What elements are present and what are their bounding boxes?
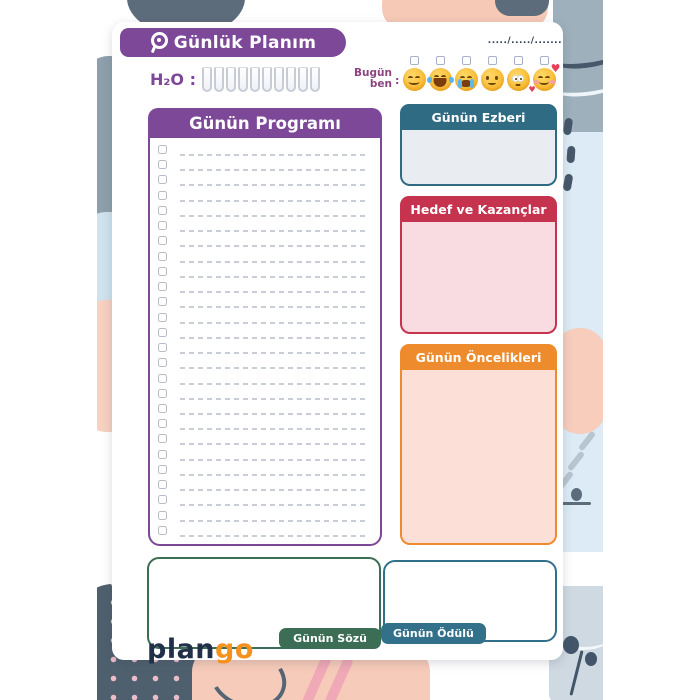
daily-program-list bbox=[148, 138, 382, 546]
slight-smile-face-emoji[interactable] bbox=[481, 68, 504, 91]
priorities-title: Günün Öncelikleri bbox=[400, 344, 557, 370]
program-task-line[interactable] bbox=[180, 215, 368, 217]
smiling-hearts-face-emoji[interactable] bbox=[528, 62, 561, 94]
program-row bbox=[156, 175, 374, 187]
program-task-line[interactable] bbox=[180, 383, 368, 385]
program-checkbox[interactable] bbox=[158, 526, 167, 535]
program-row bbox=[156, 343, 374, 355]
flushed-face-emoji[interactable] bbox=[507, 68, 530, 91]
bg-plant bbox=[563, 636, 579, 654]
plango-logo bbox=[147, 634, 254, 665]
program-checkbox[interactable] bbox=[158, 343, 167, 352]
program-row bbox=[156, 236, 374, 248]
program-row bbox=[156, 328, 374, 340]
program-row bbox=[156, 160, 374, 172]
program-task-line[interactable] bbox=[180, 352, 368, 354]
program-checkbox[interactable] bbox=[158, 511, 167, 520]
bg-blob-top-dark bbox=[495, 0, 549, 16]
water-glass-icon[interactable] bbox=[214, 67, 224, 92]
program-row bbox=[156, 389, 374, 401]
program-task-line[interactable] bbox=[180, 459, 368, 461]
program-task-line[interactable] bbox=[180, 245, 368, 247]
smiling-face-emoji[interactable] bbox=[403, 68, 426, 91]
program-checkbox[interactable] bbox=[158, 465, 167, 474]
program-row bbox=[156, 434, 374, 446]
program-checkbox[interactable] bbox=[158, 450, 167, 459]
program-task-line[interactable] bbox=[180, 428, 368, 430]
planner-page bbox=[112, 22, 563, 665]
program-checkbox[interactable] bbox=[158, 160, 167, 169]
program-row bbox=[156, 313, 374, 325]
water-glass-icon[interactable] bbox=[286, 67, 296, 92]
mood-checkbox[interactable] bbox=[540, 56, 549, 65]
program-task-line[interactable] bbox=[180, 489, 368, 491]
program-task-line[interactable] bbox=[180, 184, 368, 186]
program-row bbox=[156, 495, 374, 507]
program-row bbox=[156, 252, 374, 264]
program-row bbox=[156, 267, 374, 279]
water-tracker bbox=[150, 64, 320, 94]
program-row bbox=[156, 450, 374, 462]
mood-tracker bbox=[402, 56, 561, 94]
water-glass-icon[interactable] bbox=[274, 67, 284, 92]
mood-option bbox=[506, 56, 530, 91]
reward-label: Günün Ödülü bbox=[381, 623, 486, 644]
program-checkbox[interactable] bbox=[158, 358, 167, 367]
program-checkbox[interactable] bbox=[158, 313, 167, 322]
program-row bbox=[156, 526, 374, 538]
program-checkbox[interactable] bbox=[158, 328, 167, 337]
daily-program-section bbox=[148, 108, 382, 546]
mood-checkbox[interactable] bbox=[410, 56, 419, 65]
program-row bbox=[156, 404, 374, 416]
program-checkbox[interactable] bbox=[158, 404, 167, 413]
program-checkbox[interactable] bbox=[158, 419, 167, 428]
program-task-line[interactable] bbox=[180, 322, 368, 324]
program-task-line[interactable] bbox=[180, 398, 368, 400]
mood-option bbox=[480, 56, 504, 91]
memorization-section bbox=[400, 104, 557, 186]
program-checkbox[interactable] bbox=[158, 145, 167, 154]
program-checkbox[interactable] bbox=[158, 282, 167, 291]
bg-dash bbox=[566, 146, 575, 164]
program-checkbox[interactable] bbox=[158, 236, 167, 245]
program-checkbox[interactable] bbox=[158, 374, 167, 383]
program-task-line[interactable] bbox=[180, 169, 368, 171]
program-checkbox[interactable] bbox=[158, 434, 167, 443]
program-task-line[interactable] bbox=[180, 306, 368, 308]
program-row bbox=[156, 145, 374, 157]
water-glass-icon[interactable] bbox=[238, 67, 248, 92]
laughing-tears-face-emoji[interactable] bbox=[429, 68, 452, 91]
program-row bbox=[156, 419, 374, 431]
mood-checkbox[interactable] bbox=[514, 56, 523, 65]
goals-section bbox=[400, 196, 557, 334]
mood-label-colon: : bbox=[395, 74, 400, 87]
program-task-line[interactable] bbox=[180, 261, 368, 263]
program-checkbox[interactable] bbox=[158, 267, 167, 276]
goals-content-area[interactable] bbox=[400, 222, 557, 334]
program-task-line[interactable] bbox=[180, 200, 368, 202]
memorization-content-area[interactable] bbox=[400, 130, 557, 186]
mood-checkbox[interactable] bbox=[462, 56, 471, 65]
quote-label: Günün Sözü bbox=[279, 628, 381, 649]
mood-option bbox=[428, 56, 452, 91]
mood-checkbox[interactable] bbox=[436, 56, 445, 65]
plango-logo-plan: plan bbox=[147, 634, 216, 665]
program-task-line[interactable] bbox=[180, 535, 368, 537]
water-glass-icon[interactable] bbox=[226, 67, 236, 92]
program-row bbox=[156, 297, 374, 309]
water-glass-icon[interactable] bbox=[298, 67, 308, 92]
water-label: H₂O : bbox=[150, 69, 196, 89]
mood-option bbox=[454, 56, 478, 91]
daily-program-title: Günün Programı bbox=[148, 108, 382, 138]
date-field[interactable]: ...../...../....... bbox=[487, 36, 562, 46]
water-glass-icon[interactable] bbox=[310, 67, 320, 92]
program-task-line[interactable] bbox=[180, 337, 368, 339]
mood-option bbox=[402, 56, 426, 91]
program-checkbox[interactable] bbox=[158, 221, 167, 230]
program-task-line[interactable] bbox=[180, 367, 368, 369]
plango-logo-go: go bbox=[215, 634, 254, 665]
program-checkbox[interactable] bbox=[158, 389, 167, 398]
heart-icon: ♥ bbox=[550, 62, 561, 75]
program-row bbox=[156, 465, 374, 477]
priorities-section bbox=[400, 344, 557, 545]
page-title: Günlük Planım bbox=[173, 32, 317, 53]
water-glass-icon[interactable] bbox=[202, 67, 212, 92]
memorization-title: Günün Ezberi bbox=[400, 104, 557, 130]
priorities-content-area[interactable] bbox=[400, 370, 557, 545]
heart-icon: ♥ bbox=[528, 85, 536, 94]
program-row bbox=[156, 206, 374, 218]
program-checkbox[interactable] bbox=[158, 480, 167, 489]
program-checkbox[interactable] bbox=[158, 206, 167, 215]
goals-title: Hedef ve Kazançlar bbox=[400, 196, 557, 222]
program-task-line[interactable] bbox=[180, 291, 368, 293]
plango-mark-icon bbox=[150, 32, 165, 54]
program-task-line[interactable] bbox=[180, 230, 368, 232]
program-task-line[interactable] bbox=[180, 413, 368, 415]
program-checkbox[interactable] bbox=[158, 252, 167, 261]
title-banner bbox=[120, 28, 346, 57]
program-checkbox[interactable] bbox=[158, 191, 167, 200]
background-artwork bbox=[97, 0, 603, 700]
program-row bbox=[156, 511, 374, 523]
program-checkbox[interactable] bbox=[158, 495, 167, 504]
program-task-line[interactable] bbox=[180, 474, 368, 476]
program-checkbox[interactable] bbox=[158, 175, 167, 184]
program-row bbox=[156, 374, 374, 386]
water-glasses bbox=[202, 67, 320, 92]
loudly-crying-face-emoji[interactable] bbox=[455, 68, 478, 91]
program-task-line[interactable] bbox=[180, 443, 368, 445]
water-glass-icon[interactable] bbox=[262, 67, 272, 92]
program-task-line[interactable] bbox=[180, 276, 368, 278]
program-row bbox=[156, 191, 374, 203]
program-checkbox[interactable] bbox=[158, 297, 167, 306]
program-task-line[interactable] bbox=[180, 520, 368, 522]
reward-box[interactable] bbox=[383, 560, 557, 642]
program-row bbox=[156, 480, 374, 492]
program-row bbox=[156, 221, 374, 233]
program-task-line[interactable] bbox=[180, 154, 368, 156]
program-row bbox=[156, 282, 374, 294]
water-glass-icon[interactable] bbox=[250, 67, 260, 92]
bg-figure bbox=[571, 488, 582, 501]
mood-option bbox=[528, 56, 561, 94]
mood-checkbox[interactable] bbox=[488, 56, 497, 65]
bg-plant bbox=[585, 652, 597, 666]
mood-label: Bugün ben bbox=[354, 67, 392, 90]
program-row bbox=[156, 358, 374, 370]
program-task-line[interactable] bbox=[180, 504, 368, 506]
